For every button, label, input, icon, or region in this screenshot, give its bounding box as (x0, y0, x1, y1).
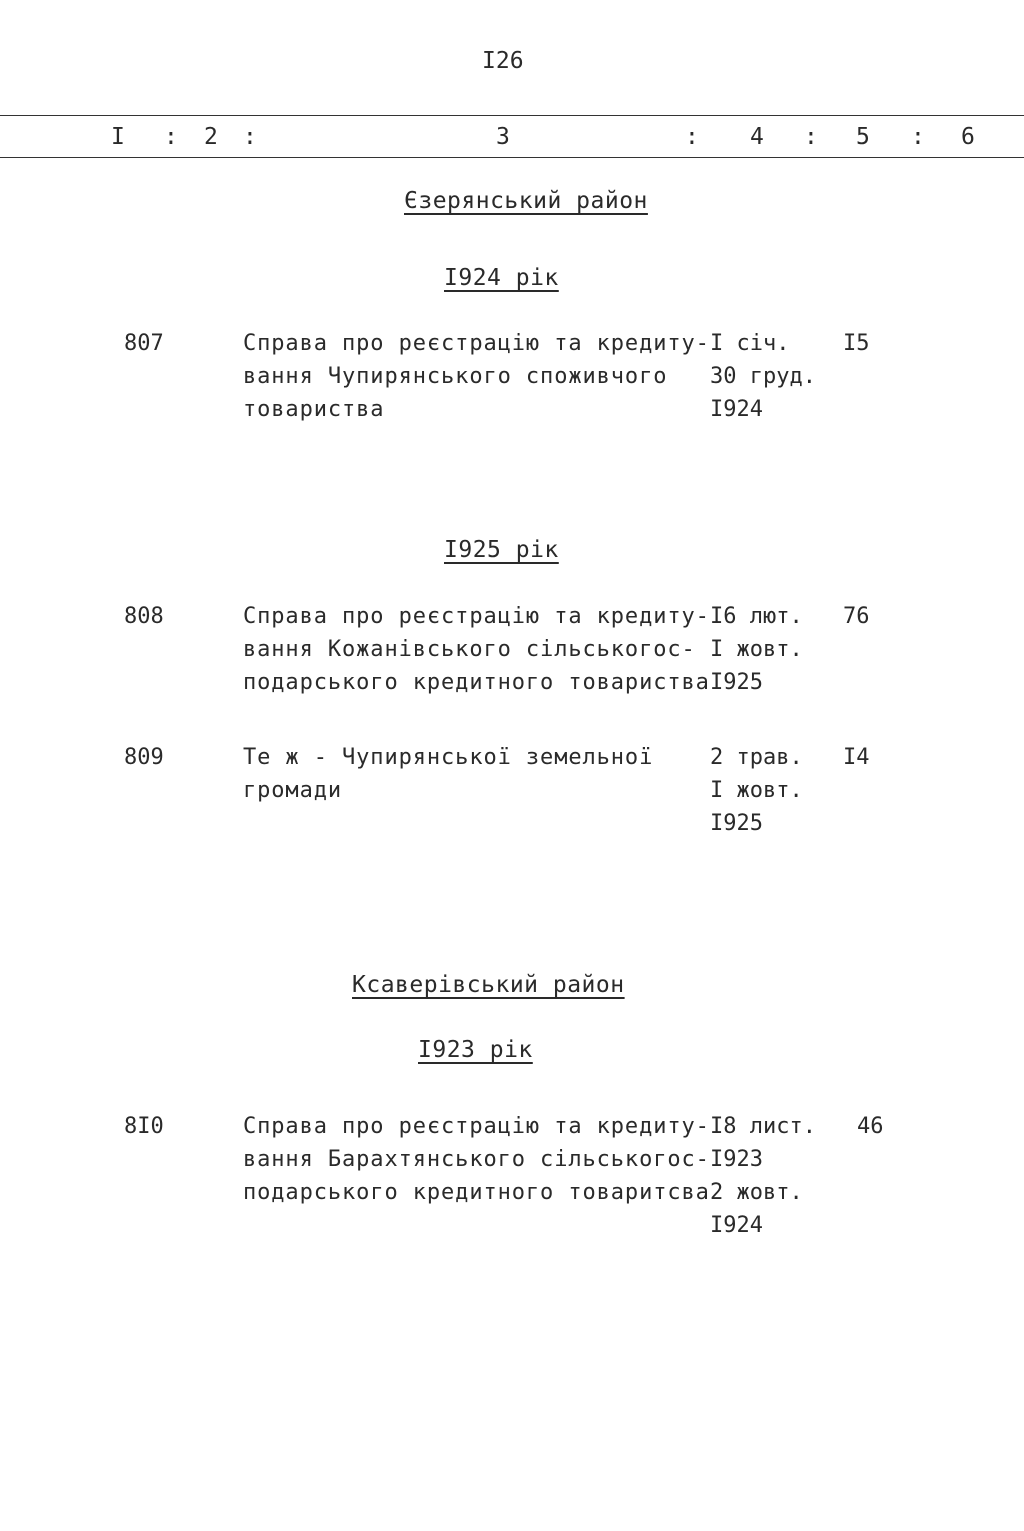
entry-sheets: 76 (843, 604, 870, 629)
entry-number: 8I0 (124, 1114, 164, 1139)
district-heading: Ксаверівський район (352, 972, 625, 998)
entry-dates (710, 327, 816, 426)
date-line: I8 лист. (710, 1114, 816, 1139)
entry-sheets: I5 (843, 331, 870, 356)
date-line: I жовт. (710, 637, 803, 662)
date-line: 2 жовт. (710, 1180, 803, 1205)
description-line: подарського кредитного товариства (243, 670, 710, 695)
date-line: I6 лют. (710, 604, 803, 629)
entry-number: 807 (124, 331, 164, 356)
column-header-6: 6 (961, 124, 975, 150)
entry-dates (710, 600, 803, 699)
description-line: подарського кредитного товаритсва (243, 1180, 710, 1205)
header-rule-bottom (0, 157, 1024, 158)
column-separator: : (911, 124, 925, 150)
column-separator: : (243, 124, 257, 150)
entry-number: 809 (124, 745, 164, 770)
page-number: I26 (482, 48, 524, 74)
column-header-3: 3 (496, 124, 510, 150)
header-rule-top (0, 115, 1024, 116)
description-line: вання Кожанівського сільськогос- (243, 637, 696, 662)
column-separator: : (685, 124, 699, 150)
date-line: 2 трав. (710, 745, 803, 770)
description-line: вання Барахтянського сільськогос- (243, 1147, 710, 1172)
description-line: Справа про реєстрацію та кредиту- (243, 604, 710, 629)
description-line: Справа про реєстрацію та кредиту- (243, 331, 710, 356)
entry-description (243, 741, 653, 807)
date-line: I925 (710, 811, 763, 836)
date-line: I924 (710, 1213, 763, 1238)
year-heading: I923 рік (418, 1037, 533, 1063)
entry-dates (710, 1110, 816, 1242)
entry-sheets: 46 (857, 1114, 884, 1139)
entry-description (243, 327, 710, 426)
year-heading: I925 рік (444, 537, 559, 563)
entry-dates (710, 741, 803, 840)
date-line: I січ. (710, 331, 790, 356)
column-header-4: 4 (750, 124, 764, 150)
date-line: I923 (710, 1147, 763, 1172)
district-heading: Єзерянський район (404, 188, 648, 214)
entry-description (243, 1110, 710, 1209)
date-line: I жовт. (710, 778, 803, 803)
description-line: вання Чупирянського споживчого (243, 364, 668, 389)
column-separator: : (164, 124, 178, 150)
description-line: товариства (243, 397, 385, 422)
description-line: Справа про реєстрацію та кредиту- (243, 1114, 710, 1139)
date-line: I924 (710, 397, 763, 422)
year-heading: I924 рік (444, 265, 559, 291)
column-header-1: I (111, 124, 125, 150)
date-line: 30 груд. (710, 364, 816, 389)
entry-description (243, 600, 710, 699)
description-line: Те ж - Чупирянської земельної (243, 745, 654, 770)
column-header-2: 2 (204, 124, 218, 150)
date-line: I925 (710, 670, 763, 695)
column-header-5: 5 (856, 124, 870, 150)
entry-sheets: I4 (843, 745, 870, 770)
description-line: громади (243, 778, 343, 803)
column-separator: : (804, 124, 818, 150)
entry-number: 808 (124, 604, 164, 629)
